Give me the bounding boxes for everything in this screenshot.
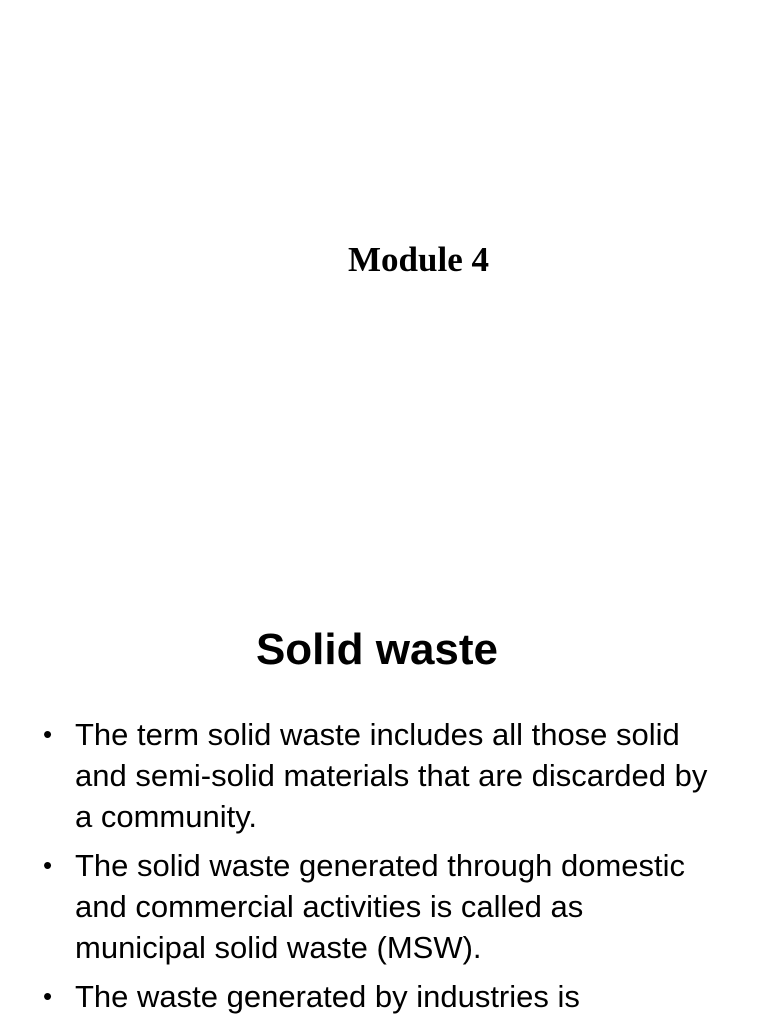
bullet-dot-icon: •: [43, 719, 53, 749]
bullet-item: [0, 845, 768, 968]
bullet-list: [0, 714, 768, 1024]
bullet-text: The term solid waste includes all those solid and semi-solid materials that are discarded by a community.: [75, 717, 708, 834]
bullet-item: [0, 976, 768, 1017]
section-title: Solid waste: [255, 625, 499, 674]
bullet-item: [0, 714, 768, 837]
slide-solid-waste: [0, 576, 768, 1024]
bullet-text: The waste generated by industries is: [75, 979, 580, 1014]
module-title: Module 4: [348, 240, 489, 279]
bullet-text: The solid waste generated through domestic and commercial activities is called as municipal solid waste (MSW).: [75, 848, 686, 965]
bullet-dot-icon: •: [43, 850, 53, 880]
bullet-dot-icon: •: [43, 981, 53, 1011]
